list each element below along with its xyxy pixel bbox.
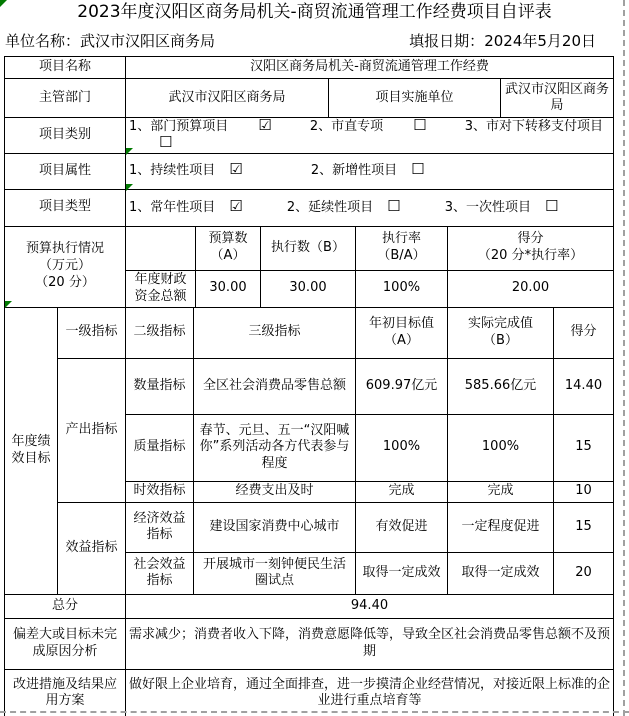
improvement-value: 做好限上企业培育，通过全面排查，进一步摸清企业经营情况，对接近限上标准的企业进行重点培育等 [126,669,614,716]
attribute-options [126,153,614,189]
target-cell: 609.97亿元 [356,358,448,414]
form-meta-row [0,25,629,56]
level2-cell: 社会效益指标 [126,552,194,594]
option-label: 3、一次性项目 [444,199,532,215]
header-line: 得分 [517,231,544,247]
col-header-target [356,307,448,358]
checkbox-option [444,196,559,215]
table-row [5,118,614,154]
page-break-horizontal-line [0,711,629,713]
page-break-vertical-line [623,0,625,716]
col-header-score [448,226,614,270]
budget-row-label: 年度财政资金总额 [126,270,196,307]
table-row [5,57,614,79]
header-line: 执行率 [381,231,421,247]
target-cell: 取得一定成效 [356,552,448,594]
col-header-executed: 执行数（B） [261,226,356,270]
header-line: 预算数 [208,231,248,247]
level2-cell: 质量指标 [126,414,194,481]
col-header-level2: 二级指标 [126,307,194,358]
total-score-value: 94.40 [126,594,614,618]
actual-cell: 100% [448,414,554,481]
executed-value: 30.00 [261,270,356,307]
budget-value: 30.00 [196,270,261,307]
checkbox-unchecked-icon[interactable]: ☐ [387,196,401,215]
cell-flag-icon [126,148,133,155]
checkbox-checked-icon[interactable]: ☑ [229,160,243,179]
project-name-value: 汉阳区商务局机关-商贸流通管理工作经费 [126,57,614,79]
level3-cell: 春节、元旦、五一“汉阳喊你”系列活动各方代表参与程度 [194,414,356,481]
header-line: （20 分*执行率） [477,248,584,263]
checkbox-checked-icon[interactable]: ☑ [229,196,243,215]
header-line: 实际完成值 [467,315,533,331]
deviation-value: 需求减少；消费者收入下降，消费意愿降低等，导致全区社会消费品零售总额不及预期 [126,618,614,669]
form-title: 2023年度汉阳区商务局机关-商贸流通管理工作经费项目自评表 [77,2,552,22]
option-label: 3、市对下转移支付项目 [464,119,604,134]
level1-output: 产出指标 [58,358,126,502]
budget-table [4,226,614,308]
report-date [409,30,596,51]
checkbox-unchecked-icon[interactable]: ☐ [411,160,425,179]
table-row [5,358,614,414]
budget-label-line: （20 分） [35,274,95,290]
table-row [5,189,614,226]
table-row [5,502,614,552]
option-label: 1、常年性项目 [129,199,216,215]
checkbox-unchecked-icon[interactable]: ☐ [413,117,427,134]
table-row [5,618,614,669]
target-cell: 有效促进 [356,502,448,552]
cell-flag-icon [5,301,12,308]
budget-sub-empty [126,226,196,270]
target-cell: 100% [356,414,448,481]
checkbox-checked-icon[interactable]: ☑ [258,117,272,134]
checkbox-option [286,196,401,215]
score-cell: 15 [554,414,614,481]
improvement-label: 改进措施及结果应用方案 [5,669,126,716]
level3-cell: 开展城市一刻钟便民生活圈试点 [194,552,356,594]
level3-cell: 经费支出及时 [194,481,356,502]
unit-name [5,30,215,51]
score-value: 20.00 [448,270,614,307]
level3-cell: 建设国家消费中心城市 [194,502,356,552]
budget-label-line: （万元） [38,258,91,274]
unit-name-label: 单位名称： [5,32,81,50]
table-row [5,226,614,270]
ptype-options [126,189,614,226]
level3-cell: 全区社会消费品零售总额 [194,358,356,414]
ptype-label: 项目类型 [5,189,126,226]
score-cell: 20 [554,552,614,594]
checkbox-option [310,160,425,179]
project-name-label: 项目名称 [5,57,126,79]
header-line: （B） [483,332,518,348]
col-header-level1: 一级指标 [58,307,126,358]
header-line: （A） [384,332,419,348]
table-row [5,153,614,189]
option-label: 1、部门预算项目 [129,119,229,134]
table-row [5,79,614,118]
summary-table [4,594,614,716]
checkbox-option [310,119,427,134]
budget-label-line: 预算执行情况 [25,241,104,257]
deviation-label: 偏差大或目标未完成原因分析 [5,618,126,669]
col-header-rate [356,226,448,270]
option-label: 2、新增性项目 [310,163,398,179]
option-label: 1、持续性项目 [129,163,216,179]
checkbox-option [129,160,243,179]
impl-unit-value: 武汉市汉阳区商务局 [501,79,614,118]
level2-cell: 时效指标 [126,481,194,502]
header-line: 年初目标值 [368,315,434,331]
score-cell: 10 [554,481,614,502]
cell-flag-icon [126,184,133,191]
actual-cell: 585.66亿元 [448,358,554,414]
department-value: 武汉市汉阳区商务局 [126,79,329,118]
category-options [126,118,614,154]
checkbox-option [129,119,272,134]
cell-flag-icon [0,0,7,7]
target-cell: 完成 [356,481,448,502]
rate-value: 100% [356,270,448,307]
department-label: 主管部门 [5,79,126,118]
performance-table [4,307,614,595]
level2-cell: 数量指标 [126,358,194,414]
category-label: 项目类别 [5,118,126,154]
col-header-level3: 三级指标 [194,307,356,358]
col-header-actual [448,307,554,358]
checkbox-option [129,196,243,215]
option-label: 2、市直专项 [309,119,384,134]
report-date-label: 填报日期： [409,32,485,50]
performance-section-label: 年度绩效目标 [5,307,58,594]
score-cell: 15 [554,502,614,552]
table-row [5,669,614,716]
header-line: （A） [210,248,246,263]
option-label: 2、延续性项目 [286,199,374,215]
header-line: （B/A） [377,248,426,263]
actual-cell: 完成 [448,481,554,502]
level2-cell: 经济效益指标 [126,502,194,552]
attribute-label: 项目属性 [5,153,126,189]
checkbox-unchecked-icon[interactable]: ☐ [545,196,559,215]
impl-unit-label: 项目实施单位 [329,79,501,118]
col-header-budget [196,226,261,270]
report-date-value: 2024年5月20日 [484,32,596,50]
unit-name-value: 武汉市汉阳区商务局 [80,32,216,50]
checkbox-unchecked-icon[interactable]: ☐ [159,133,173,152]
basic-info-table [4,56,614,227]
col-header-score: 得分 [554,307,614,358]
score-cell: 14.40 [554,358,614,414]
actual-cell: 取得一定成效 [448,552,554,594]
level1-benefit: 效益指标 [58,502,126,594]
budget-section-label [5,226,126,307]
table-row [5,307,614,358]
table-row [5,594,614,618]
actual-cell: 一定程度促进 [448,502,554,552]
total-score-label: 总分 [5,594,126,618]
